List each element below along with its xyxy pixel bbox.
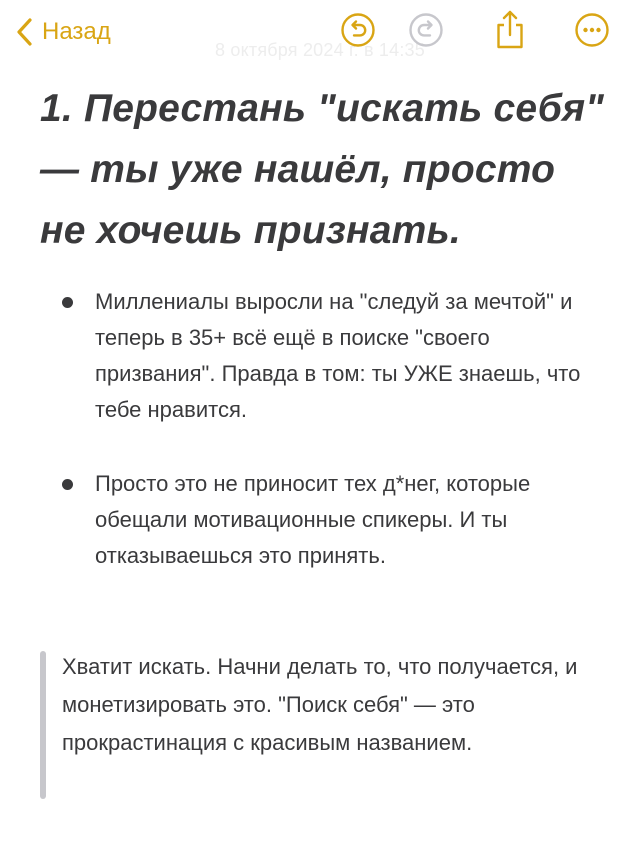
share-icon (492, 8, 528, 50)
navigation-bar (0, 0, 640, 64)
block-quote-bar (40, 651, 46, 799)
list-item-text: Просто это не приносит тех д*нег, которые обещали мотивационные спикеры. И ты отказываешься это принять. (95, 471, 531, 568)
block-quote: Хватит искать. Начни делать то, что получается, и монетизировать это. "Поиск себя" — это прокрастинация с красивым названием. (62, 654, 578, 755)
more-icon (574, 12, 610, 48)
undo-button[interactable] (340, 12, 376, 48)
bullet-dot-icon (62, 479, 73, 490)
note-title: 1. Перестань "искать себя" — ты уже нашёл, просто не хочешь признать. (40, 87, 604, 252)
note-date: 8 октября 2024 г. в 14:35 (215, 40, 425, 60)
back-label: Назад (42, 18, 111, 45)
bullet-dot-icon (62, 297, 73, 308)
undo-icon (340, 12, 376, 48)
redo-button[interactable] (408, 12, 444, 48)
share-button[interactable] (492, 8, 528, 50)
list-item-text: Миллениалы выросли на "следуй за мечтой" и теперь в 35+ всё ещё в поиске "своего призвания". Правда в том: ты УЖЕ знаешь, что тебе нравится. (95, 289, 581, 422)
redo-icon (408, 12, 444, 48)
more-button[interactable] (574, 12, 610, 48)
